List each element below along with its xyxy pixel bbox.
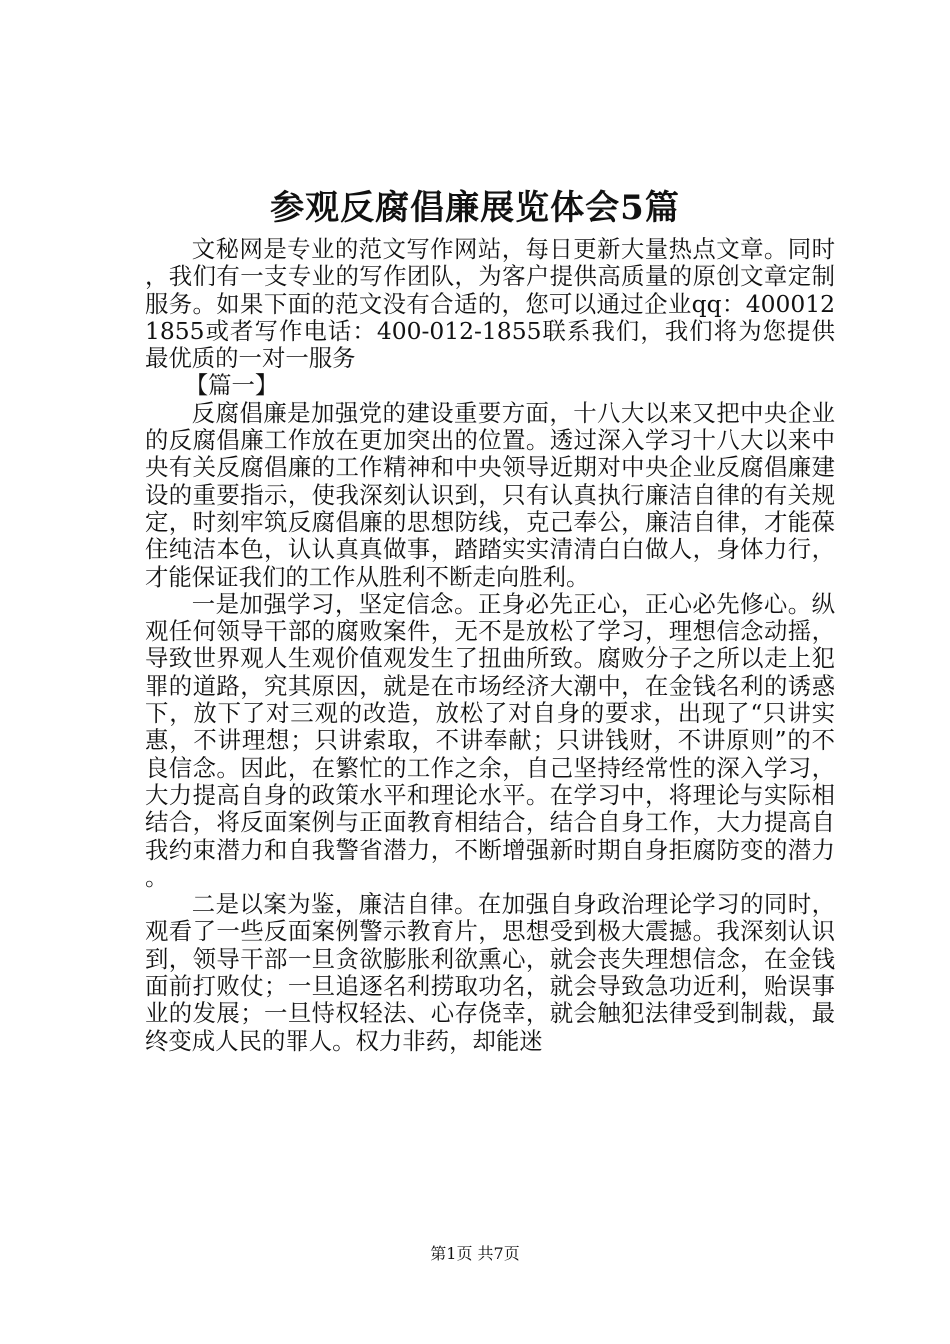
page-title: 参观反腐倡廉展览体会5篇 (270, 188, 680, 228)
intro-paragraph: 文秘网是专业的范文写作网站，每日更新大量热点文章。同时，我们有一支专业的写作团队，为客户提供高质量的原创文章定制服务。如果下面的范文没有合适的，您可以通过企业qq：4000121855或者写作电话：400-012-1855联系我们，我们将为您提供最优质的一对一服务 (145, 235, 835, 373)
body-paragraph-3: 二是以案为鉴，廉洁自律。在加强自身政治理论学习的同时，观看了一些反面案例警示教育片，思想受到极大震撼。我深刻认识到，领导干部一旦贪欲膨胀利欲熏心，就会丧失理想信念，在金钱面前打败仗；一旦追逐名利捞取功名，就会导致急功近利，贻误事业的发展；一旦恃权轻法、心存侥幸，就会触犯法律受到制裁，最终变成人民的罪人。权力非药，却能迷 (145, 890, 835, 1055)
body-paragraph-1: 反腐倡廉是加强党的建设重要方面，十八大以来又把中央企业的反腐倡廉工作放在更加突出的位置。透过深入学习十八大以来中央有关反腐倡廉的工作精神和中央领导近期对中央企业反腐倡廉建设的重要指示，使我深刻认识到，只有认真执行廉洁自律的有关规定，时刻牢筑反腐倡廉的思想防线，克己奉公，廉洁自律，才能葆住纯洁本色，认认真真做事，踏踏实实清清白白做人，身体力行，才能保证我们的工作从胜利不断走向胜利。 (145, 398, 835, 591)
section-heading: 【篇一】 (184, 371, 279, 400)
document-body (145, 236, 835, 1055)
page-footer: 第1页 共7页 (430, 1244, 520, 1263)
body-paragraph-2: 一是加强学习，坚定信念。正身必先正心，正心必先修心。纵观任何领导干部的腐败案件，无不是放松了学习，理想信念动摇，导致世界观人生观价值观发生了扭曲所致。腐败分子之所以走上犯罪的道路，究其原因，就是在市场经济大潮中，在金钱名利的诱惑下，放下了对三观的改造，放松了对自身的要求，出现了“只讲实惠，不讲理想；只讲索取，不讲奉献；只讲钱财，不讲原则”的不良信念。因此，在繁忙的工作之余，自己坚持经常性的深入学习，大力提高自身的政策水平和理论水平。在学习中，将理论与实际相结合，将反面案例与正面教育相结合，结合自身工作，大力提高自我约束潜力和自我警省潜力，不断增强新时期自身拒腐防变的潜力。 (145, 589, 835, 891)
